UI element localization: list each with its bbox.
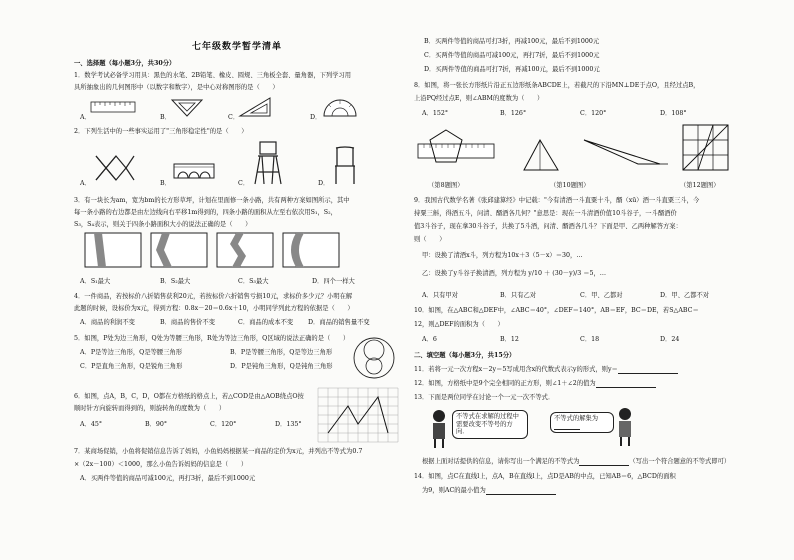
path-figure-4	[282, 232, 340, 271]
q6-opt-a: A．45°	[80, 421, 103, 428]
lattice-fence-icon	[94, 148, 136, 191]
q10-opt-d: D．24	[660, 336, 680, 343]
q14-line2-label: 为9，则AC的最小值为	[422, 487, 486, 494]
student-left-figure	[428, 408, 450, 451]
q1-line2: 具所抽象出的几何图形中（以数字和数字），是中心对称图形的是（ ）	[74, 84, 279, 91]
q3-line2: 每一条小路的右边都是由左边线向右平移1m得到的，四条小路的面积从左至右依次用S₁，S₂，	[74, 209, 337, 216]
q4-line2: 此题的时候，设标价为x元，得到方程：0.8x－20＝0.6x＋10，小明同学列此方程的依据是（ ）	[74, 305, 354, 312]
q14-line2	[422, 487, 556, 495]
q6-opt-b: B．90°	[145, 421, 168, 428]
q9-opt-b: B．只有乙对	[500, 292, 537, 299]
q12-label: 12．如图，方格纸中是9个完全相同的正方形，则∠1＋∠2的值为	[414, 380, 596, 387]
q5-opt-d: D．P是钝角三角形，Q是钝角三角形	[230, 363, 333, 370]
page-title: 七年级数学暂学清单	[192, 42, 283, 52]
q11-label: 11．若将一元一次方程x－2y＝5写成用含x的代数式表示y的形式，则y＝	[414, 366, 618, 373]
q1-opt-b: B．	[160, 114, 171, 121]
q4-opt-a: A．商品的利润不变	[80, 319, 135, 326]
q7-opt-c: C．买两件等值的商品可减100元，再打7折，最后不到1000元	[424, 52, 600, 59]
q2-opt-a: A．	[80, 180, 91, 187]
q3-line1: 3．有一块长为am，宽为bm的长方形草坪，计划在里面修一条小路，共有两种方案如图所示，其中	[74, 197, 350, 204]
venn-diagram	[352, 328, 396, 391]
grid-rotation-figure	[318, 388, 398, 445]
q13-hint: （写出一个符合题意的不等式即可）	[629, 458, 731, 465]
q4-line1: 4．一件商品，若按标价八折销售获利20元，若按标价六折销售亏损10元，求标价多少元？小明在解	[74, 293, 353, 300]
q14-answer-blank[interactable]	[486, 488, 556, 495]
q6-opt-d: D．135°	[275, 421, 302, 428]
q7-opt-b: B．买两件等值的商品可打3折，再减100元，最后不到1000元	[424, 38, 600, 45]
q4-opt-c: C．商品的成本不变	[238, 319, 294, 326]
fig8-caption: （第8题图）	[428, 182, 464, 189]
q12-answer-blank[interactable]	[596, 381, 656, 388]
bridge-icon	[172, 158, 216, 185]
q5-opt-c: C．P是直角三角形，Q是锐角三角形	[80, 363, 183, 370]
q10-opt-c: C．18	[580, 336, 600, 343]
q3-opt-d: D．四个一样大	[312, 278, 355, 285]
q13-line1: 13．下面是两位同学在讨论一个一元一次不等式．	[414, 394, 555, 401]
q11-text	[414, 366, 678, 374]
speech-bubble-right	[550, 412, 614, 433]
path-figure-2	[150, 232, 208, 271]
q5-line1: 5．如图，P处为边三角形，Q处为等腰三角形，R处为等边三角形，Q区域的说法正确的是（ ）	[74, 335, 350, 342]
q4-opt-b: B．商品的售价不变	[160, 319, 216, 326]
q7-line1: 7．某商场促销，小鱼将促销信息告诉了妈妈，小鱼妈妈根据某一商品的定价为x元，并列出不等式为0.7	[74, 448, 363, 455]
q10-line1: 10．如图，在△ABC和△DEF中，∠ABC＝40°，∠DEF＝140°，AB＝EF，BC＝DE，若S△ABC＝	[414, 307, 699, 314]
q2-opt-d: D．	[318, 180, 330, 187]
q9-opt-a: A．只有甲对	[422, 292, 459, 299]
section-2-heading: 二、填空题（每小题3分，共15分）	[414, 352, 516, 359]
path-figure-3	[216, 232, 274, 271]
student-right-figure	[614, 406, 636, 449]
q3-line3: S₃，S₄表示，则关于四条小路面积大小的说法正确的是（ ）	[74, 221, 252, 228]
q10-opt-b: B．12	[500, 336, 519, 343]
fig12-caption: （第12题图）	[680, 182, 720, 189]
bubble-right-text: 不等式的解集为	[554, 415, 599, 422]
q7-line2: ×（2x－100）＜1000，那么小鱼告诉妈妈的信息是（ ）	[74, 461, 248, 468]
q9-line4: 则（ ）	[414, 236, 446, 243]
triangle-ruler-icon	[238, 96, 272, 121]
q3-opt-a: A．S₁最大	[80, 278, 111, 285]
q6-line2: 顺时针方向旋转而得到的，则旋转角的度数为（ ）	[74, 405, 226, 412]
q9-line3: 值3斗谷子，现在拿30斗谷子，共换了5斗酒，问清、醑酒各几斗？下面是甲、乙两种解答方案：	[414, 223, 682, 230]
q4-opt-d: D．商品的销售量不变	[308, 319, 370, 326]
q1-line1: 1．数学考试必备学习用具：黑色的水笔、2B铅笔、橡皮、圆规、三角板全套、量角器，下列学习用	[74, 72, 352, 79]
q8-line1: 8．如图，将一张长方形纸片沿正五边形纸条ABCDE上，若截尺的下沿MN⊥DE于点O，且经过点B，	[414, 82, 700, 89]
q9-opt-d: D．甲、乙都不对	[660, 292, 710, 299]
high-chair-icon	[252, 140, 286, 189]
q11-answer-blank[interactable]	[618, 367, 678, 374]
chair-icon	[332, 146, 358, 189]
triangles-figure	[518, 134, 578, 177]
q6-line1: 6．如图，点A，B，C，D，O都在方格纸的格点上，若△COD是由△AOB绕点O按	[74, 393, 304, 400]
set-square-icon	[170, 98, 204, 121]
fig10-caption: （第10题图）	[550, 182, 590, 189]
q9-opt-c: C．甲、乙都对	[580, 292, 623, 299]
q9-line2: 持粟三斛，得酒五斗，问清、醑酒各几何？"意思是：现在一斗清酒价值10斗谷子，一斗醑酒价	[414, 210, 677, 217]
q7-opt-d: D．买两件等值的商品可打7折，再减100元，最后不到1000元	[424, 66, 600, 73]
q1-opt-d: D．	[310, 114, 322, 121]
q9-line1: 9．我国古代数学名著《张邱建算经》中记载："今有清酒一斗直粟十斗，醑（xū）酒一斗直粟三斗，今	[414, 197, 700, 204]
q10-opt-a: A．6	[422, 336, 437, 343]
q14-line1: 14．如图，点C在直线l上，点A，B在直线l上，点D是AB的中点，已知AB＝6，△BCD的面积	[414, 473, 676, 480]
q2-line1: 2．下列生活中的一些事实运用了"三角形稳定性"的是（ ）	[74, 128, 248, 135]
q8-opt-d: D．108°	[660, 110, 687, 117]
q13-answer-blank[interactable]	[579, 459, 629, 466]
q3-opt-c: C．S₃最大	[238, 278, 269, 285]
triangle-140-figure	[580, 130, 670, 179]
q5-opt-a: A．P是等边三角形，Q是等腰三角形	[80, 349, 183, 356]
q8-opt-a: A．152°	[422, 110, 449, 117]
q9-yi: 乙：设换了y斗谷子换清酒，列方程为 y/10 ＋ (30－y)/3 ＝5，…	[422, 270, 607, 277]
q13-tail	[422, 458, 730, 466]
q12-text	[414, 380, 656, 388]
nine-square-grid	[682, 124, 730, 175]
q9-jia: 甲：设换了清酒x斗，列方程为10x＋3（5－x）＝30，…	[422, 252, 583, 259]
q7-opt-a: A．买两件等值的商品可减100元，再打3折，最后不到1000元	[80, 475, 256, 482]
section-1-heading: 一、选择题（每小题3分，共30分）	[74, 60, 176, 67]
path-figure-1	[84, 232, 142, 271]
q1-opt-c: C．	[228, 114, 240, 121]
bubble-left-text: 不等式在求解的过程中需要改变不等号的方向．	[456, 413, 519, 436]
q13-tail-label: 根据上面对话提供的信息，请你写出一个满足的不等式为	[422, 458, 580, 465]
protractor-icon	[322, 96, 358, 121]
q2-opt-c: C．	[238, 180, 250, 187]
pentagon-ruler-figure	[416, 126, 496, 181]
q8-line2: 上沿PQ经过点E，则∠ABM的度数为（ ）	[414, 95, 544, 102]
right-column	[400, 0, 794, 560]
q1-opt-a: A．	[80, 114, 91, 121]
q5-opt-b: B．P是等腰三角形，Q是等边三角形	[230, 349, 333, 356]
q8-opt-b: B．126°	[500, 110, 527, 117]
q8-opt-c: C．120°	[580, 110, 607, 117]
bubble-right-blank	[554, 423, 580, 430]
q2-opt-b: B．	[160, 180, 171, 187]
speech-bubble-left	[452, 410, 528, 439]
q10-line2: 12，则△DEF的面积为（ ）	[414, 321, 504, 328]
q6-opt-c: C．120°	[210, 421, 237, 428]
ruler-icon	[90, 100, 136, 117]
q3-opt-b: B．S₂最大	[160, 278, 191, 285]
